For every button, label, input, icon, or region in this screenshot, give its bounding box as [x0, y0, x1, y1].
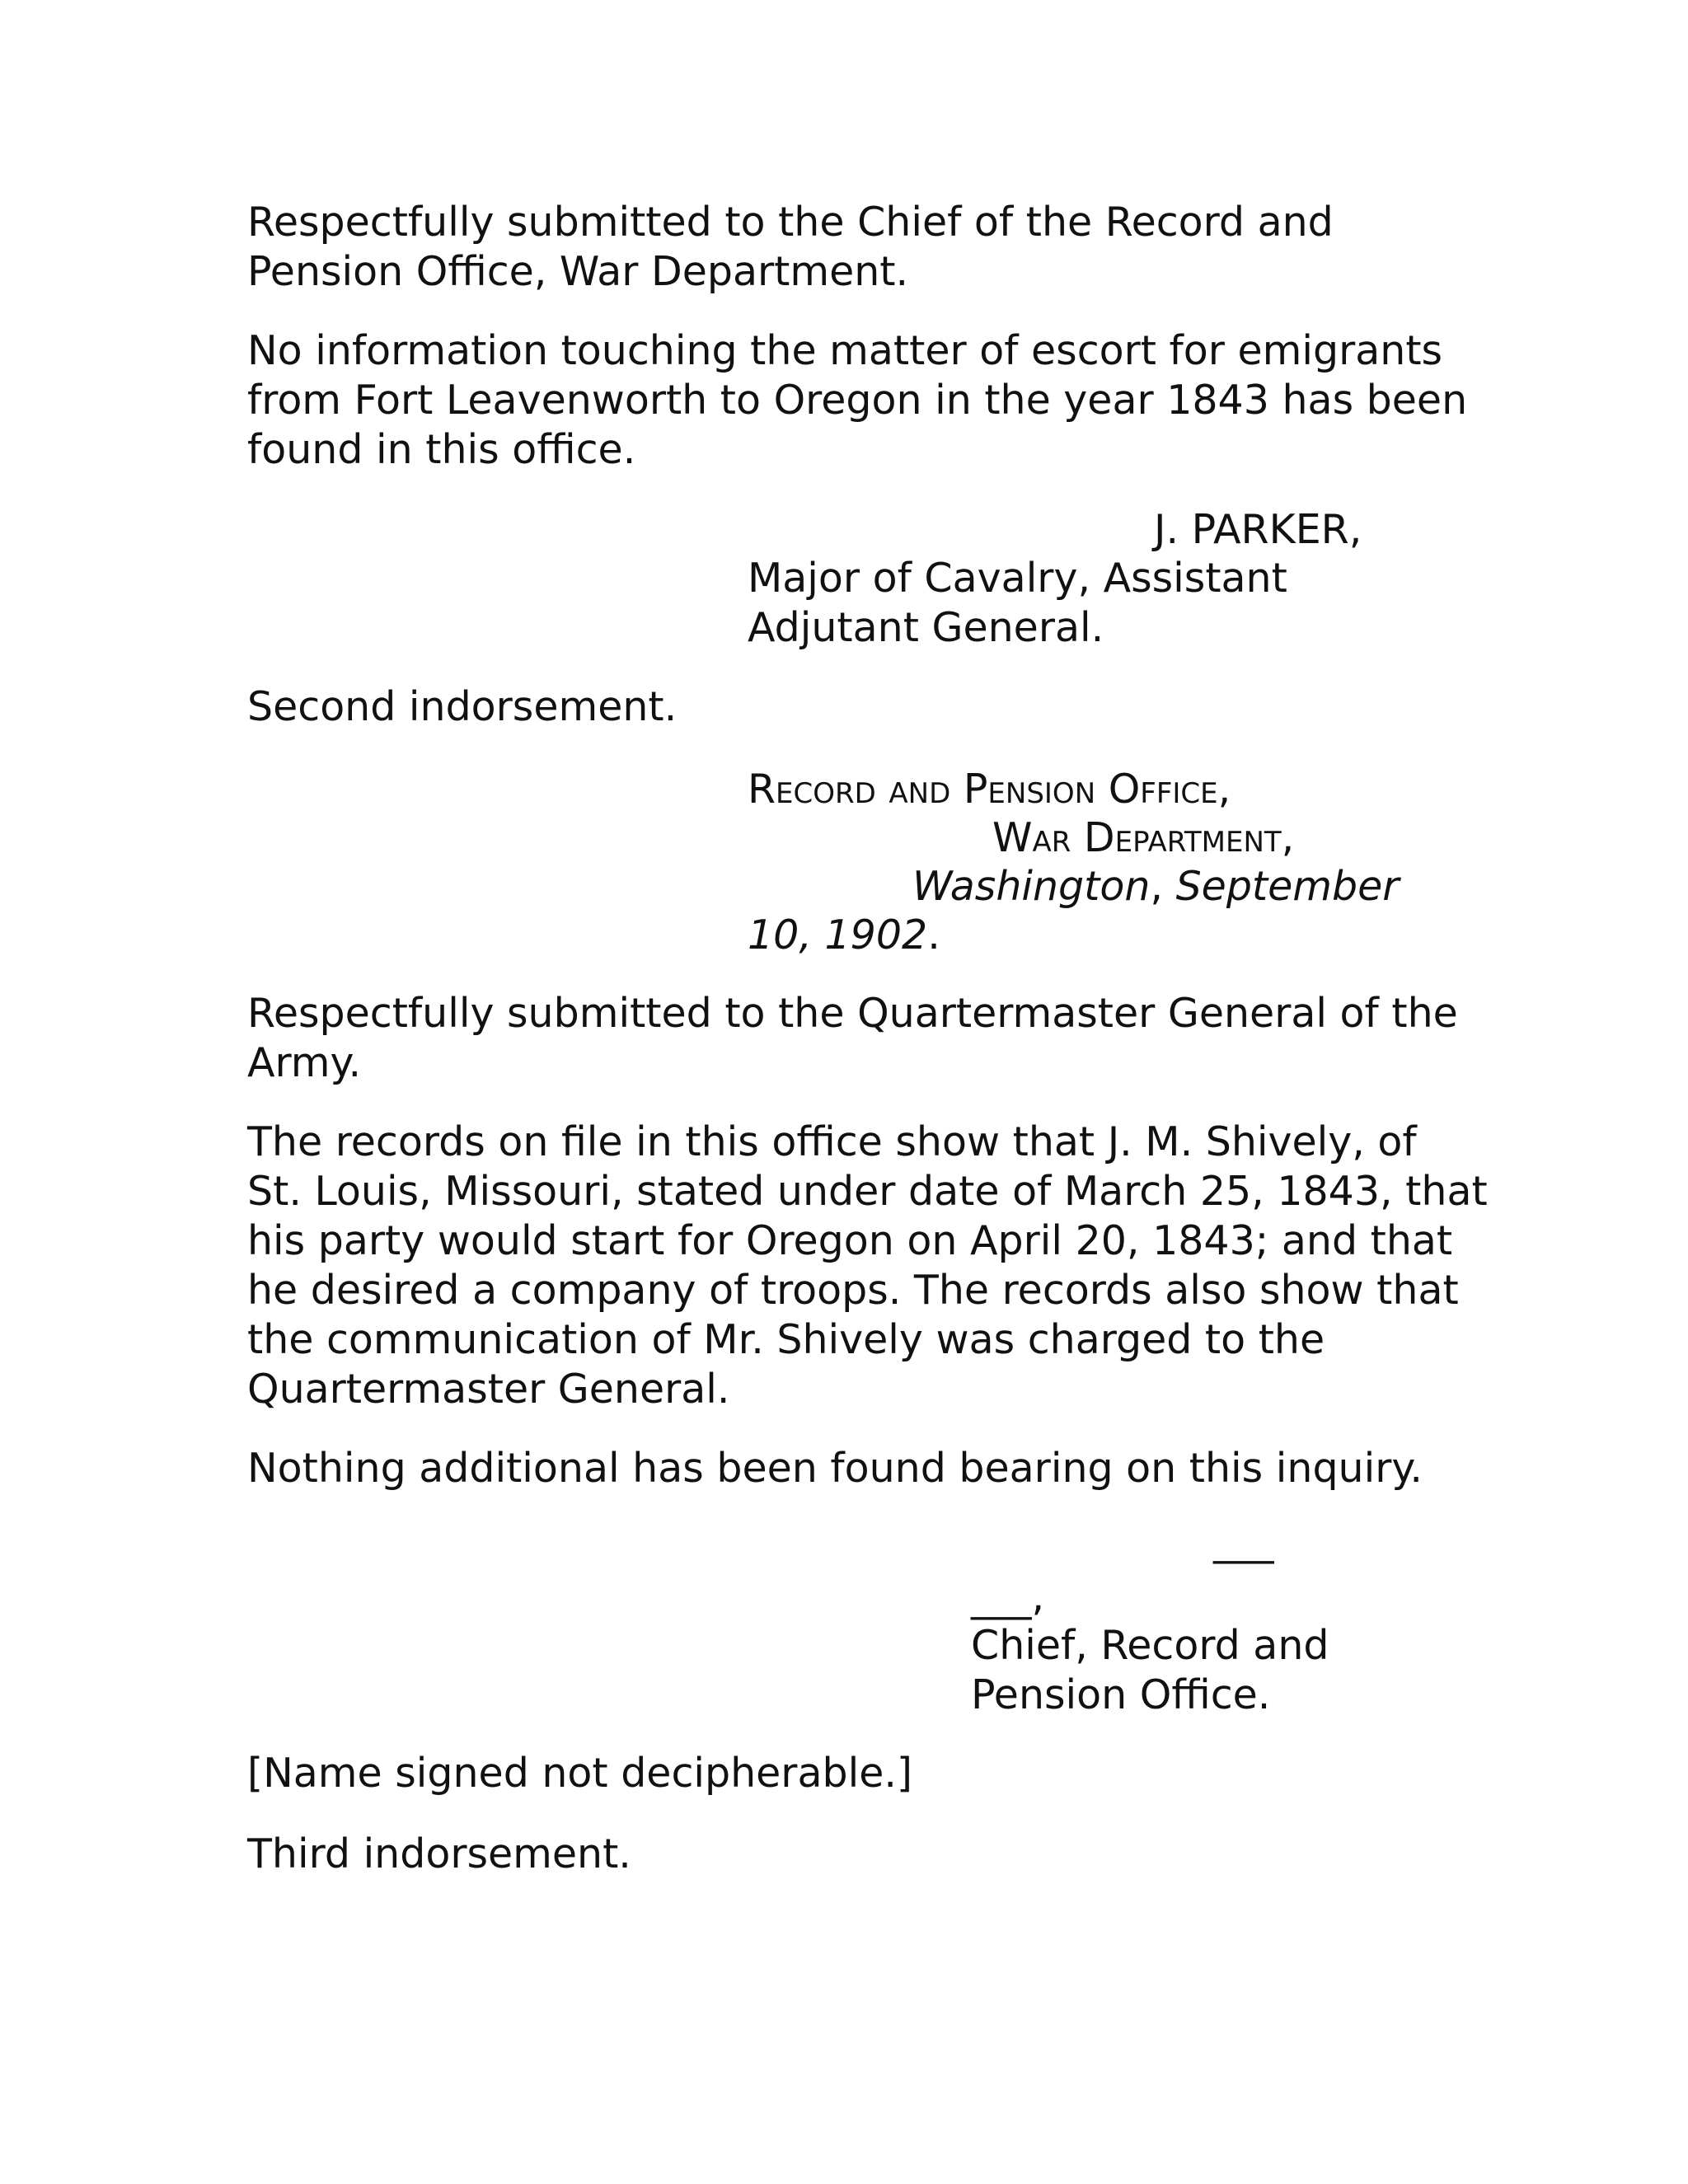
- text-line: Pension Office, War Department.: [247, 248, 909, 295]
- text-line: from Fort Leavenworth to Oregon in the year 1843 has been: [247, 377, 1468, 424]
- text-line: found in this office.: [247, 426, 636, 473]
- submission-paragraph-1: [247, 198, 1334, 297]
- text-line: the communication of Mr. Shively was charged to the: [247, 1316, 1325, 1363]
- signature-note: [247, 1749, 912, 1798]
- text-line: Army.: [247, 1039, 362, 1086]
- text-line: Washington, September: [912, 863, 1400, 910]
- text-line: Major of Cavalry, Assistant: [748, 555, 1287, 602]
- place-text: Washington: [912, 863, 1151, 910]
- records-paragraph: [247, 1118, 1488, 1414]
- office-heading-line-1: [748, 765, 1231, 814]
- text-line: Pension Office.: [971, 1671, 1271, 1718]
- text-line: J. PARKER,: [1154, 506, 1362, 553]
- place-date-line-1: [912, 862, 1399, 912]
- signer-title: [748, 554, 1287, 653]
- signature-blank-2: [971, 1572, 1044, 1622]
- submission-paragraph-2: [247, 989, 1458, 1088]
- text-line: Adjutant General.: [748, 604, 1104, 651]
- text-line: Second indorsement.: [247, 683, 678, 730]
- text-line: Respectfully submitted to the Chief of the Record and: [247, 199, 1334, 246]
- text-line: Third indorsement.: [247, 1830, 631, 1877]
- signer-name: [1154, 505, 1362, 555]
- signature-blank-1: [1213, 1516, 1274, 1566]
- text-line: No information touching the matter of escort for emigrants: [247, 327, 1443, 374]
- text-line: Quartermaster General.: [247, 1366, 730, 1413]
- text-line: War Department,: [992, 814, 1295, 861]
- date-year: 10, 1902: [748, 912, 928, 958]
- text-line: The records on file in this office show that J. M. Shively, of: [247, 1118, 1417, 1165]
- second-indorsement-heading: [247, 682, 677, 732]
- no-information-paragraph: [247, 326, 1467, 475]
- text-line: [Name signed not decipherable.]: [247, 1750, 913, 1797]
- chief-signer-title: [971, 1621, 1329, 1720]
- office-heading-line-2: [992, 813, 1294, 863]
- text-line: 10, 1902.: [748, 912, 940, 958]
- text-line: Respectfully submitted to the Quartermaster General of the: [247, 990, 1458, 1037]
- nothing-additional-paragraph: [247, 1444, 1423, 1493]
- date-month: September: [1175, 863, 1400, 910]
- text-line: Nothing additional has been found bearing on this inquiry.: [247, 1445, 1423, 1492]
- text-line: Record and Pension Office,: [748, 766, 1231, 813]
- text-line: St. Louis, Missouri, stated under date of March 25, 1843, that: [247, 1168, 1488, 1215]
- text-line: Chief, Record and: [971, 1622, 1329, 1669]
- text-line: his party would start for Oregon on April 20, 1843; and that: [247, 1217, 1453, 1264]
- place-date-line-2: [748, 911, 940, 960]
- text-line: he desired a company of troops. The records also show that: [247, 1267, 1459, 1314]
- text-line: ___,: [971, 1573, 1045, 1620]
- third-indorsement-heading: [247, 1830, 631, 1879]
- text-line: ___: [1213, 1517, 1274, 1564]
